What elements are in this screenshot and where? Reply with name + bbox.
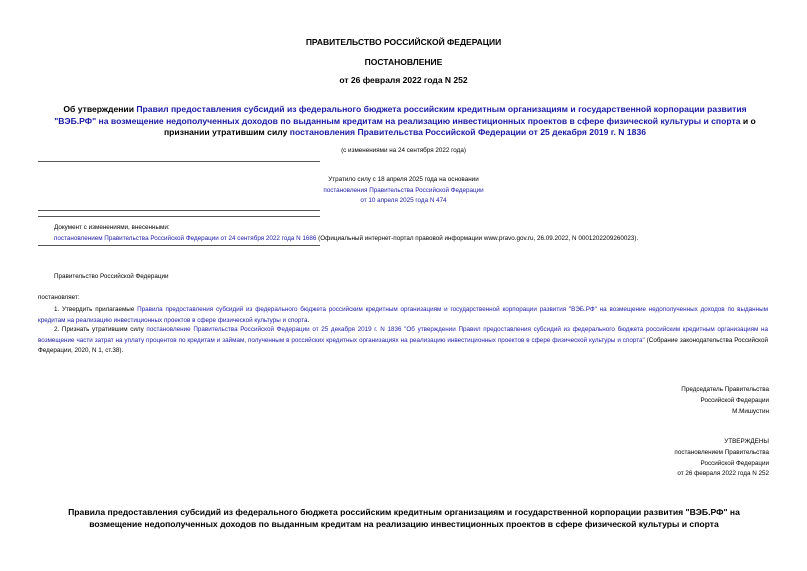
expired-line: Утратило силу с 18 апреля 2025 года на основании [328, 176, 479, 183]
approved-line-1: постановлением Правительства [674, 448, 769, 456]
item-2-source: (Собрание законодательства Российской Федерации, 2020, N 1, ст.38). [38, 336, 768, 355]
approved-heading: УТВЕРЖДЕНЫ [724, 438, 769, 445]
signature-block [681, 385, 769, 417]
document-type: ПОСТАНОВЛЕНИЕ [364, 57, 443, 67]
expired-decree-link[interactable]: постановления Правительства Российской Федерации [323, 186, 484, 194]
item-1 [38, 305, 768, 326]
divider [38, 216, 320, 217]
document-title [44, 104, 766, 139]
item-2-prefix: 2. Признать утратившим силу [54, 326, 147, 333]
divider [38, 210, 320, 211]
item-1-suffix: . [307, 316, 310, 324]
issuer: Правительство Российской Федерации [54, 273, 169, 280]
amendments-link[interactable]: постановлением Правительства Российской Федерации от 24 сентября 2022 года N 1686 [54, 235, 317, 242]
expired-decree-date-link[interactable]: от 10 апреля 2025 года N 474 [360, 197, 447, 204]
signature-country: Российской Федерации [700, 396, 769, 404]
approved-line-2: Российской Федерации [700, 459, 769, 467]
document-date-number: от 26 февраля 2022 года N 252 [339, 75, 468, 85]
decrees-word: постановляет: [38, 294, 80, 301]
item-2 [38, 325, 768, 357]
divider [38, 161, 320, 162]
amendments-label: Документ с изменениями, внесенными: [54, 224, 170, 231]
approved-block [674, 437, 769, 480]
amendments-source: (Официальный интернет-портал правовой информации www.pravo.gov.ru, 26.09.2022, N 0001202209260023). [316, 235, 639, 242]
rules-title: Правила предоставления субсидий из федерального бюджета российским кредитным организациям и государственной корпорации развития "ВЭБ.РФ" на возмещение недополученных доходов по выданным кредитам на реализацию инвестиционных проектов в сфере физической культуры и спорта [68, 507, 740, 529]
item-1-rules-link[interactable]: Правила предоставления субсидий из федерального бюджета российским кредитным организациям и государственной корпорации развития "ВЭБ.РФ" на возмещение недополученных доходов по выданным кредитам на реализацию инвестиционных проектов в сфере физической культуры и спорта [38, 306, 768, 324]
amendments-block [54, 222, 774, 244]
title-rules-link[interactable]: Правил предоставления субсидий из федерального бюджета российским кредитным организациям и государственной корпорации развития "ВЭБ.РФ" на возмещение недополученных доходов по выданным кредитам на реализацию инвестиционных проектов в сфере физической культуры и спорта [54, 104, 747, 126]
expired-block [0, 175, 807, 207]
signature-position: Председатель Правительства [681, 386, 769, 393]
signature-name: М.Мишустин [732, 407, 769, 415]
divider [38, 245, 320, 246]
title-middle: и о признании утратившим силу [163, 115, 756, 137]
approved-line-3: от 26 февраля 2022 года N 252 [677, 470, 769, 478]
government-heading: ПРАВИТЕЛЬСТВО РОССИЙСКОЙ ФЕДЕРАЦИИ [305, 37, 502, 47]
item-1-prefix: 1. Утвердить прилагаемые [54, 306, 138, 313]
title-old-decree-link[interactable]: постановления Правительства Российской Федерации от 25 декабря 2019 г. N 1836 [289, 127, 647, 137]
item-2-old-decree-link[interactable]: постановление Правительства Российской Федерации от 25 декабря 2019 г. N 1836 "Об утверждении Правил предоставления субсидий из федерального бюджета российским кредитным организациям на возмещение части затрат на уплату процентов по кредитам и займам, полученным в российских кредитных организациях на реализацию инвестиционных проектов в сфере физической культуры и спорта" [38, 326, 768, 344]
changes-note: (с изменениями на 24 сентября 2022 года) [341, 147, 466, 154]
title-prefix: Об утверждении [63, 104, 137, 114]
